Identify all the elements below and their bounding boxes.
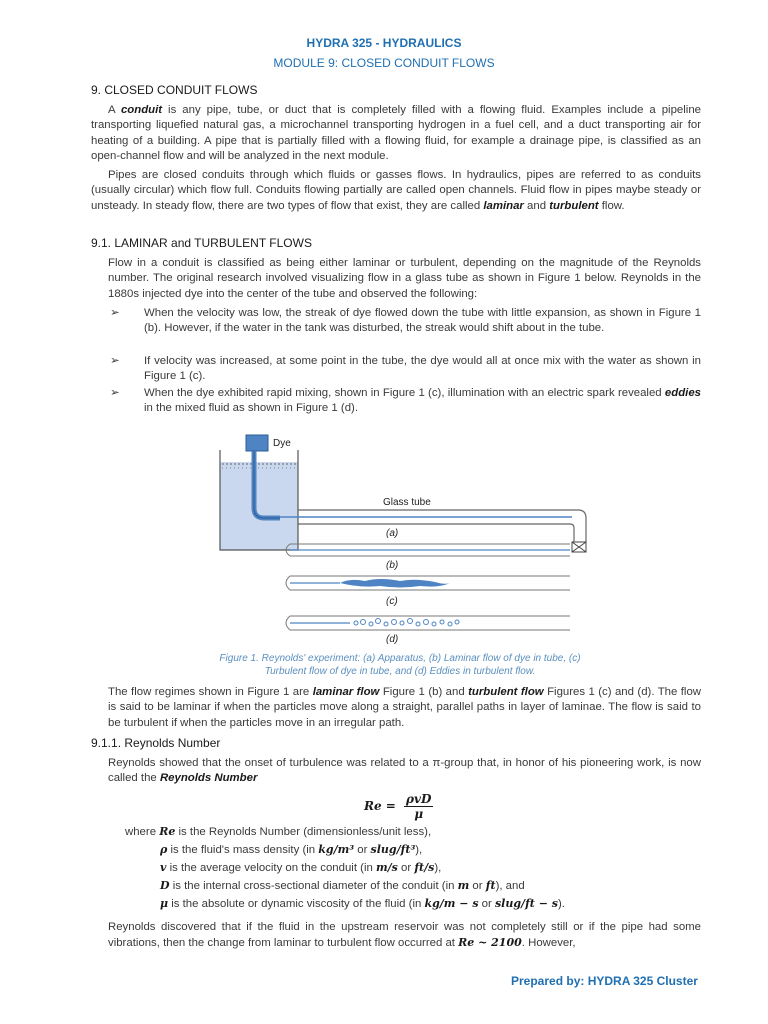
paragraph-pipes: Pipes are closed conduits through which fluids or gasses flows. In hydraulics, pipes are referred to as conduits (usually circular) which flow full. Conduits flowing partially are called open channels. Fluid flow in pipes maybe steady or unsteady. In steady flow, there are two types of flow that exist, they are called laminar and turbulent flow. bbox=[91, 169, 701, 212]
bullet-increased-velocity: ➢ If velocity was increased, at some point in the tube, the dye would all at once mix with the water as shown in Figure 1 (c). bbox=[110, 355, 701, 383]
label-a: (a) bbox=[386, 528, 399, 539]
label-c: (c) bbox=[386, 596, 398, 607]
glass-tube-top bbox=[298, 510, 586, 542]
term-conduit: conduit bbox=[120, 104, 163, 116]
definition-d: D is the internal cross-sectional diameter of the conduit (in m or ft), and bbox=[160, 879, 525, 892]
glass-tube-label: Glass tube bbox=[383, 497, 431, 508]
term-laminar-flow: laminar flow bbox=[312, 686, 380, 698]
arrow-bullet-icon: ➢ bbox=[110, 355, 120, 367]
term-laminar: laminar bbox=[483, 199, 524, 212]
term-turbulent-flow: turbulent flow bbox=[468, 686, 544, 698]
paragraph-reynolds-number: Reynolds showed that the onset of turbulence was related to a π-group that, in honor of his pioneering work, is now called the Reynolds Number bbox=[108, 757, 701, 785]
definition-mu: μ is the absolute or dynamic viscosity of the fluid (in kg/m − s or slug/ft − s). bbox=[160, 897, 565, 910]
term-eddies: eddies bbox=[664, 387, 701, 399]
paragraph-conduit-definition: A conduit is any pipe, tube, or duct that is completely filled with a flowing fluid. Examples include a pipeline transporting liquefied natural gas, a microchannel transporting hydrogen in a fuel cell, and a duct transporting air for heating of a building. A pipe that is partially filled with a flowing fluid, for example a drainage pipe, is classified as an open-channel flow and will be analyzed in the next module. bbox=[91, 104, 701, 163]
section-9-title: 9. CLOSED CONDUIT FLOWS bbox=[91, 83, 258, 97]
dye-reservoir bbox=[246, 435, 268, 451]
tank-water bbox=[220, 462, 298, 550]
equation-numerator: ρvD bbox=[406, 792, 432, 806]
module-header: MODULE 9: CLOSED CONDUIT FLOWS bbox=[273, 56, 495, 70]
paragraph-flow-classification: Flow in a conduit is classified as being either laminar or turbulent, depending on the magnitude of the Reynolds number. The original research involved visualizing flow in a glass tube as shown in Figure 1 below. Reynolds in the 1880s injected dye into the center of the tube and observed the following: bbox=[108, 257, 701, 300]
reynolds-equation: Re = $\frac{\text{ρvD}}{\mu}$ bbox=[364, 792, 432, 821]
section-9-1-title: 9.1. LAMINAR and TURBULENT FLOWS bbox=[91, 236, 312, 250]
glass-tube-bottom bbox=[298, 524, 574, 542]
dye-label: Dye bbox=[273, 438, 291, 449]
paragraph-critical-reynolds: Reynolds discovered that if the fluid in the upstream reservoir was not completely still or if the pipe had some vibrations, then the change from laminar to turbulent flow occurred at Re ~ 2100. However, bbox=[108, 921, 701, 950]
turbulent-dye-mixing bbox=[340, 579, 450, 588]
definition-v: v is the average velocity on the conduit (in m/s or ft/s), bbox=[160, 861, 442, 874]
term-turbulent: turbulent bbox=[549, 199, 599, 212]
label-d: (d) bbox=[386, 634, 399, 645]
definition-rho: ρ is the fluid's mass density (in kg/m³ or slug/ft³), bbox=[160, 843, 423, 856]
bullet-low-velocity: ➢ When the velocity was low, the streak of dye flowed down the tube with little expansion, as shown in Figure 1 (b). However, if the water in the tank was disturbed, the streak would shift about in the tube. bbox=[110, 307, 701, 335]
arrow-bullet-icon: ➢ bbox=[110, 307, 120, 319]
equation-denominator: μ bbox=[414, 807, 424, 821]
label-b: (b) bbox=[386, 560, 399, 571]
paragraph-flow-regimes: The flow regimes shown in Figure 1 are laminar flow Figure 1 (b) and turbulent flow Figures 1 (c) and (d). The flow is said to be laminar if when the particles move along a straight, parallel paths in layer of laminae. The flow is said to be turbulent if when the particles move in an irregular path. bbox=[108, 686, 702, 729]
bullet-eddies: ➢ When the dye exhibited rapid mixing, shown in Figure 1 (c), illumination with an electric spark revealed eddies in the mixed fluid as shown in Figure 1 (d). bbox=[110, 387, 701, 415]
section-9-1-1-title: 9.1.1. Reynolds Number bbox=[91, 736, 221, 750]
reynolds-experiment-figure bbox=[200, 420, 600, 650]
eddies bbox=[354, 619, 459, 627]
term-reynolds-number: Reynolds Number bbox=[159, 772, 258, 785]
arrow-bullet-icon: ➢ bbox=[110, 387, 120, 399]
definition-re: where Re is the Reynolds Number (dimensionless/unit less), bbox=[125, 825, 432, 838]
course-header: HYDRA 325 - HYDRAULICS bbox=[306, 36, 462, 50]
figure-caption: Figure 1. Reynolds' experiment: (a) Apparatus, (b) Laminar flow of dye in tube, (c) Turbulent flow of dye in tube, and (d) Eddies in turbulent flow. bbox=[219, 653, 581, 677]
footer-credit: Prepared by: HYDRA 325 Cluster bbox=[511, 974, 698, 988]
